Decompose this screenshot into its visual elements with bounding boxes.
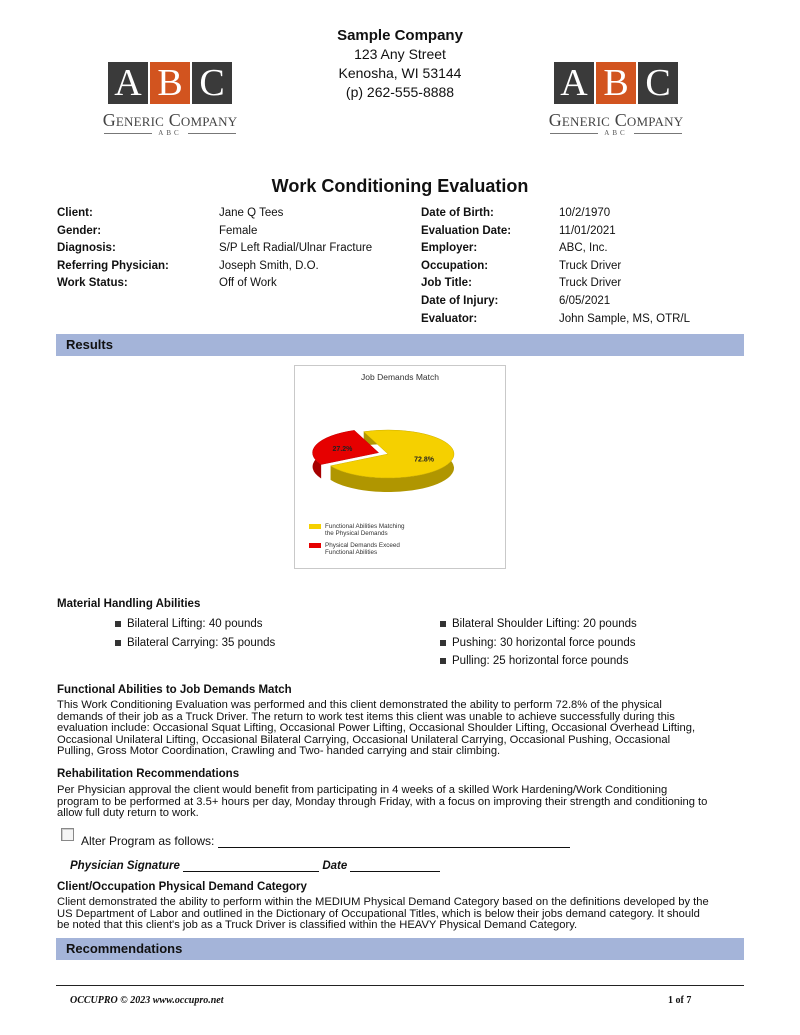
paragraph-line: program to be performed at 3.5+ hours per day, Monday through Friday, with a focus on improving their strength and conditioning to [57, 795, 708, 808]
list-item-text: Bilateral Shoulder Lifting: 20 pounds [452, 618, 637, 630]
date-label: Date [322, 860, 348, 872]
recommendations-section-header [56, 938, 744, 960]
material-handling-heading: Material Handling Abilities [57, 598, 201, 610]
info-label: Work Status: [57, 277, 128, 290]
logo-company-name: Generic Company [102, 110, 238, 130]
info-value: 11/01/2021 [559, 224, 616, 237]
document-title: Work Conditioning Evaluation [271, 176, 529, 196]
info-label: Occupation: [421, 259, 489, 272]
legend-label: Physical Demands Exceed Functional Abilities [325, 542, 400, 556]
info-label: Evaluator: [421, 312, 478, 325]
legend-swatch [309, 543, 321, 548]
alter-program-row [81, 834, 570, 848]
results-section-header [56, 334, 744, 356]
rehab-heading: Rehabilitation Recommendations [57, 768, 240, 780]
logo-letter-c: C [638, 62, 678, 104]
bullet-square-icon [115, 640, 121, 646]
info-label: Diagnosis: [57, 242, 116, 255]
info-row [57, 258, 372, 276]
list-item-text: Pulling: 25 horizontal force pounds [452, 655, 629, 667]
info-value: Truck Driver [559, 259, 622, 272]
paragraph-line: evaluation include: Occasional Squat Lifting, Occasional Power Lifting, Occasional Shoulder Lifting, Occasional Overhead Lifting, [57, 722, 696, 735]
signature-row [70, 859, 440, 872]
chart-legend [309, 523, 405, 556]
material-handling-list-left [115, 615, 275, 652]
list-item-text: Pushing: 30 horizontal force pounds [452, 636, 636, 649]
paragraph-line: Client demonstrated the ability to perform within the MEDIUM Physical Demand Category based on the definitions developed by the [57, 896, 709, 908]
pdc-paragraph [57, 897, 747, 932]
info-value: S/P Left Radial/Ulnar Fracture [219, 242, 373, 255]
paragraph-line: Occasional Unilateral Lifting, Occasional Bilateral Carrying, Occasional Unilateral Carrying, Occasional Pushing, Occasional [57, 733, 671, 746]
pie-chart-svg [295, 366, 505, 568]
info-value: ABC, Inc. [559, 242, 608, 255]
paragraph-line: demands of their job as a Truck Driver. The return to work test items this client was unable to achieve successfully during this [57, 710, 675, 723]
paragraph-line: Per Physician approval the client would benefit from participating in 4 weeks of a skilled Work Hardening/Work Conditioning [57, 784, 668, 796]
logo-letter-a: A [554, 62, 594, 104]
info-row [57, 275, 372, 293]
bullet-square-icon [440, 658, 446, 664]
info-row [421, 258, 690, 276]
alter-program-checkbox[interactable] [61, 828, 74, 841]
logo-letter-a: A [108, 62, 148, 104]
logo-sub-text: ABC [158, 129, 182, 137]
physician-signature-field[interactable] [183, 859, 319, 872]
pie-data-label: 72.8% [414, 456, 435, 464]
legend-label: Functional Abilities Matching the Physical Demands [325, 523, 405, 537]
list-item [440, 652, 637, 671]
footer-copyright: OCCUPRO © 2023 www.occupro.net [70, 995, 224, 1006]
material-handling-list-right [440, 615, 637, 671]
list-item-text: Bilateral Carrying: 35 pounds [127, 636, 276, 649]
info-row [421, 293, 690, 311]
company-logo-right [528, 62, 704, 137]
info-label: Date of Injury: [421, 294, 499, 307]
paragraph-line: be noted that this client's job as a Truck Driver is classified within the HEAVY Physical Demand Category. [57, 919, 578, 932]
info-row [421, 275, 690, 293]
chart-title: Job Demands Match [361, 372, 439, 382]
client-info-left [57, 205, 372, 293]
list-item [115, 615, 275, 634]
info-label: Date of Birth: [421, 207, 494, 219]
bullet-square-icon [440, 640, 446, 646]
info-label: Evaluation Date: [421, 224, 512, 237]
company-phone: (p) 262-555-8888 [345, 84, 455, 100]
pie-data-label: 27.2% [332, 446, 353, 454]
functional-abilities-paragraph [57, 700, 747, 758]
info-value: 10/2/1970 [559, 207, 611, 219]
info-value: Female [219, 224, 258, 237]
physician-signature-label: Physician Signature [70, 860, 180, 872]
results-heading: Results [66, 337, 113, 352]
paragraph-line: Pulling, Gross Motor Coordination, Crawling and Two- handed carrying and stair climbing. [57, 745, 501, 758]
company-name: Sample Company [337, 27, 463, 44]
info-value: John Sample, MS, OTR/L [559, 312, 691, 325]
info-label: Job Title: [421, 277, 472, 290]
list-item [440, 615, 637, 634]
list-item [440, 634, 637, 653]
paragraph-line: US Department of Labor and outlined in the Dictionary of Occupational Titles, which is below their jobs demand category. It should [57, 907, 700, 920]
info-row [57, 205, 372, 223]
info-value: 6/05/2021 [559, 294, 611, 307]
client-info-right [421, 205, 690, 328]
job-demands-chart [294, 365, 506, 569]
company-logo-left [82, 62, 258, 137]
paragraph-line: This Work Conditioning Evaluation was performed and this client demonstrated the ability to perform 72.8% of the physical [57, 699, 662, 711]
page-number: 1 of 7 [668, 995, 692, 1006]
company-address-line2: Kenosha, WI 53144 [338, 65, 462, 81]
info-value: Joseph Smith, D.O. [219, 259, 319, 272]
info-row [421, 240, 690, 258]
info-label: Employer: [421, 242, 478, 255]
info-value: Jane Q Tees [219, 207, 284, 219]
paragraph-line: allow full duty return to work. [57, 807, 199, 820]
info-row [421, 311, 690, 329]
logo-company-name: Generic Company [548, 110, 684, 130]
logo-sub-text: ABC [604, 129, 628, 137]
info-value: Truck Driver [559, 277, 622, 290]
legend-swatch [309, 524, 321, 529]
bullet-square-icon [115, 621, 121, 627]
pdc-heading: Client/Occupation Physical Demand Category [57, 881, 307, 893]
info-row [57, 223, 372, 241]
footer-divider [56, 985, 744, 986]
functional-abilities-heading: Functional Abilities to Job Demands Match [57, 684, 292, 696]
alter-program-label: Alter Program as follows: [81, 834, 215, 848]
alter-program-field[interactable] [218, 835, 570, 848]
info-label: Referring Physician: [57, 259, 169, 272]
signature-date-field[interactable] [350, 859, 440, 872]
logo-letter-c: C [192, 62, 232, 104]
list-item [115, 634, 275, 653]
info-label: Gender: [57, 224, 102, 237]
info-row [421, 205, 690, 223]
info-row [421, 223, 690, 241]
company-address-line1: 123 Any Street [354, 46, 446, 62]
list-item-text: Bilateral Lifting: 40 pounds [127, 618, 263, 630]
logo-letter-b: B [596, 62, 636, 104]
bullet-square-icon [440, 621, 446, 627]
logo-letter-b: B [150, 62, 190, 104]
recommendations-heading: Recommendations [66, 941, 183, 956]
rehab-paragraph [57, 785, 747, 820]
info-label: Client: [57, 207, 93, 219]
info-value: Off of Work [219, 277, 277, 290]
info-row [57, 240, 372, 258]
